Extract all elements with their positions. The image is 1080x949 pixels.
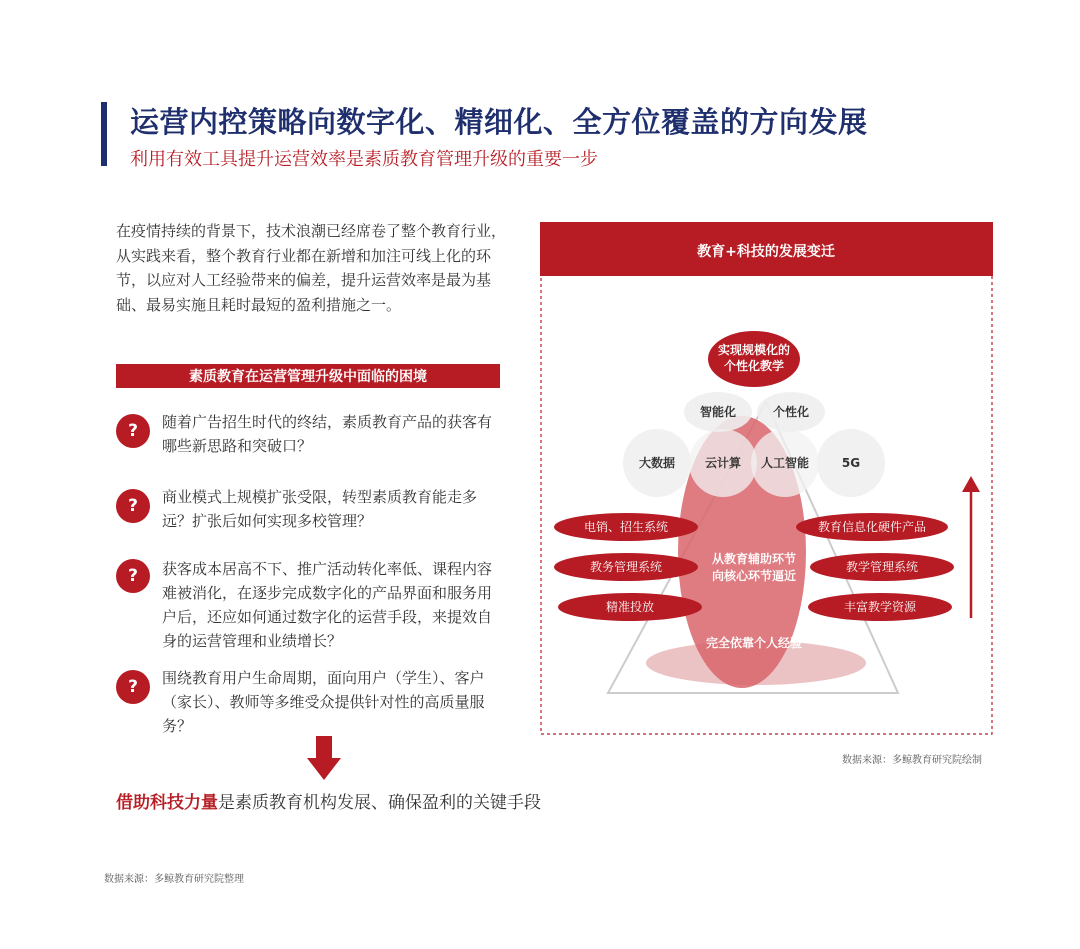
tier2-label: 个性化	[772, 405, 810, 419]
left-item-label: 教务管理系统	[589, 560, 663, 574]
down-arrow-icon	[307, 736, 341, 782]
goal-text-line2: 个性化教学	[723, 359, 785, 373]
source-note: 数据来源：多鲸教育研究院整理	[104, 874, 244, 885]
question-icon: ?	[116, 559, 150, 593]
left-item-label: 精准投放	[605, 600, 655, 614]
issues-header: 素质教育在运营管理升级中面临的困境	[116, 364, 500, 388]
center-text-line1: 从教育辅助环节	[711, 552, 797, 566]
goal-text-line1: 实现规模化的	[717, 343, 791, 357]
right-item-label: 教育信息化硬件产品	[817, 520, 927, 534]
issue-text: 随着广告招生时代的终结，素质教育产品的获客有哪些新思路和突破口？	[162, 413, 493, 455]
tier3-label: 云计算	[704, 456, 742, 470]
up-arrow-icon	[962, 476, 980, 492]
issue-item	[116, 485, 506, 533]
issue-text: 商业模式上规模扩张受限，转型素质教育能走多远？扩张后如何实现多校管理？	[162, 488, 478, 530]
issue-item	[116, 410, 506, 458]
center-text-line2: 向核心环节逼近	[711, 569, 797, 583]
conclusion-text: 是素质教育机构发展、确保盈利的关键手段	[218, 793, 541, 813]
question-icon: ?	[116, 489, 150, 523]
conclusion-highlight: 借助科技力量	[116, 793, 218, 813]
question-icon: ?	[116, 670, 150, 704]
tier3-label: 5G	[841, 456, 861, 470]
diagram-source-note: 数据来源：多鲸教育研究院绘制	[842, 755, 982, 766]
tier3-label: 人工智能	[760, 456, 810, 470]
base-text: 完全依靠个人经验	[705, 636, 803, 650]
right-item-label: 丰富教学资源	[843, 600, 917, 614]
left-item-label: 电销、招生系统	[583, 520, 669, 534]
issue-text: 围绕教育用户生命周期，面向用户（学生）、客户（家长）、教师等多维受众提供针对性的高质量服务？	[162, 669, 485, 735]
conclusion	[116, 788, 541, 813]
issue-text: 获客成本居高不下、推广活动转化率低、课程内容难被消化，在逐步完成数字化的产品界面和服务用户后，还应如何通过数字化的运营手段，来提效自身的运营管理和业绩增长？	[162, 560, 493, 650]
edu-tech-diagram	[540, 222, 993, 735]
issue-item	[116, 666, 506, 738]
question-icon: ?	[116, 414, 150, 448]
title-accent-bar	[101, 102, 107, 166]
intro-paragraph: 在疫情持续的背景下，技术浪潮已经席卷了整个教育行业，从实践来看，整个教育行业都在新增和加注可线上化的环节，以应对人工经验带来的偏差，提升运营效率是最为基础、最易实施且耗时最短的盈利措施之一。	[116, 222, 507, 314]
tier3-label: 大数据	[638, 456, 676, 470]
page-subtitle: 利用有效工具提升运营效率是素质教育管理升级的重要一步	[130, 149, 598, 170]
page-title: 运营内控策略向数字化、精细化、全方位覆盖的方向发展	[130, 105, 868, 139]
issue-item	[116, 557, 506, 653]
diagram-title: 教育+科技的发展变迁	[697, 244, 835, 260]
right-item-label: 教学管理系统	[845, 560, 919, 574]
tier2-label: 智能化	[699, 405, 737, 419]
